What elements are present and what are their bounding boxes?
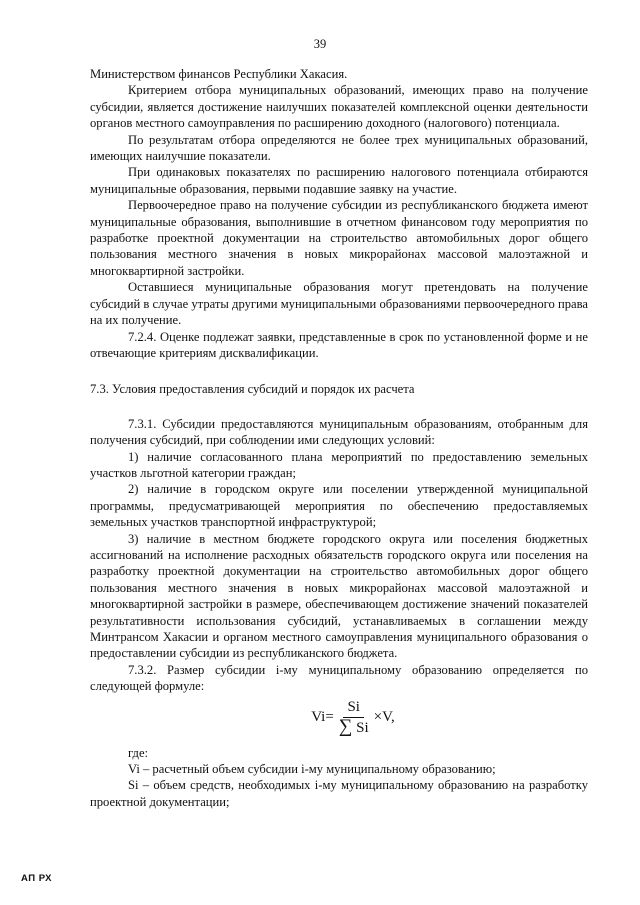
formula-numerator: Si <box>343 699 364 718</box>
formula-lhs: Vi= <box>311 709 334 726</box>
paragraph: Министерством финансов Республики Хакасия. <box>90 67 348 81</box>
paragraph: 1) наличие согласованного плана мероприятий по предоставлению земельных участков льготной категории граждан; <box>90 449 588 480</box>
paragraph: 7.3.1. Субсидии предоставляются муниципальным образованиям, отобранным для получения субсидий, при соблюдении ими следующих условий: <box>90 416 588 448</box>
paragraph: 2) наличие в городском округе или поселении утвержденной муниципальной программы, предусматривающей мероприятия по обеспечению предоставляемых земельных участков транспортной инфраструктурой; <box>90 482 588 530</box>
formula-denominator: Si <box>356 719 369 736</box>
formula-denominator-group <box>335 715 373 737</box>
paragraph: 7.3.2. Размер субсидии i-му муниципальному образованию определяется по следующей формуле: <box>90 662 588 694</box>
paragraph: 3) наличие в местном бюджете городского округа или поселения бюджетных ассигнований на исполнение расходных обязательств городского округа или поселения на разработку проектной документации на строительство автомобильных дорог общего пользования местного значения в новых микрорайонах массовой малоэтажной и многоквартирной застройки в размере, обеспечивающем достижение значений показателей результативности использования субсидий, устанавливаемых в соглашении между Минтрансом Хакасии и органом местного самоуправления муниципального образования о предоставлении субсидии из республиканского бюджета. <box>90 531 588 661</box>
paragraph: Оставшиеся муниципальные образования могут претендовать на получение субсидий в случае утраты другими муниципальными образованиями первоочередного права на их получение. <box>90 280 588 328</box>
paragraph: Критерием отбора муниципальных образований, имеющих право на получение субсидии, является достижение наилучших показателей комплексной оценки деятельности органов местного самоуправления по расширению доходного (налогового) потенциала. <box>90 83 588 131</box>
paragraph: 7.2.4. Оценке подлежат заявки, представленные в срок по установленной форме и не отвечающие критериям дисквалификации. <box>90 329 588 360</box>
archive-footer-mark: АП РХ <box>21 873 53 884</box>
subsidy-formula <box>90 699 588 737</box>
paragraph: Первоочередное право на получение субсидии из республиканского бюджета имеют муниципальные образования, выполнившие в отчетном финансовом году мероприятия по разработке проектной документации на строительство автомобильных дорог общего пользования местного значения в новых микрорайонах массовой малоэтажной и многоквартирной застройки. <box>90 198 588 278</box>
paragraph: Vi – расчетный объем субсидии i-му муниципальному образованию; <box>128 762 496 777</box>
document-body <box>90 66 588 810</box>
page-number: 39 <box>313 37 327 51</box>
formula-rhs: ×V, <box>373 709 395 726</box>
paragraph: При одинаковых показателях по расширению налогового потенциала отбираются муниципальные образования, первыми подавшие заявку на участие. <box>90 165 588 196</box>
paragraph: По результатам отбора определяются не более трех муниципальных образований, имеющих наилучшие показатели. <box>90 132 588 164</box>
section-heading: 7.3. Условия предоставления субсидий и порядок их расчета <box>90 382 415 397</box>
paragraph: Si – объем средств, необходимых i-му муниципальному образованию на разработку проектной документации; <box>90 778 588 809</box>
sigma-symbol: ∑ <box>338 715 353 737</box>
where-label: где: <box>128 745 149 760</box>
formula-fraction <box>335 699 373 737</box>
